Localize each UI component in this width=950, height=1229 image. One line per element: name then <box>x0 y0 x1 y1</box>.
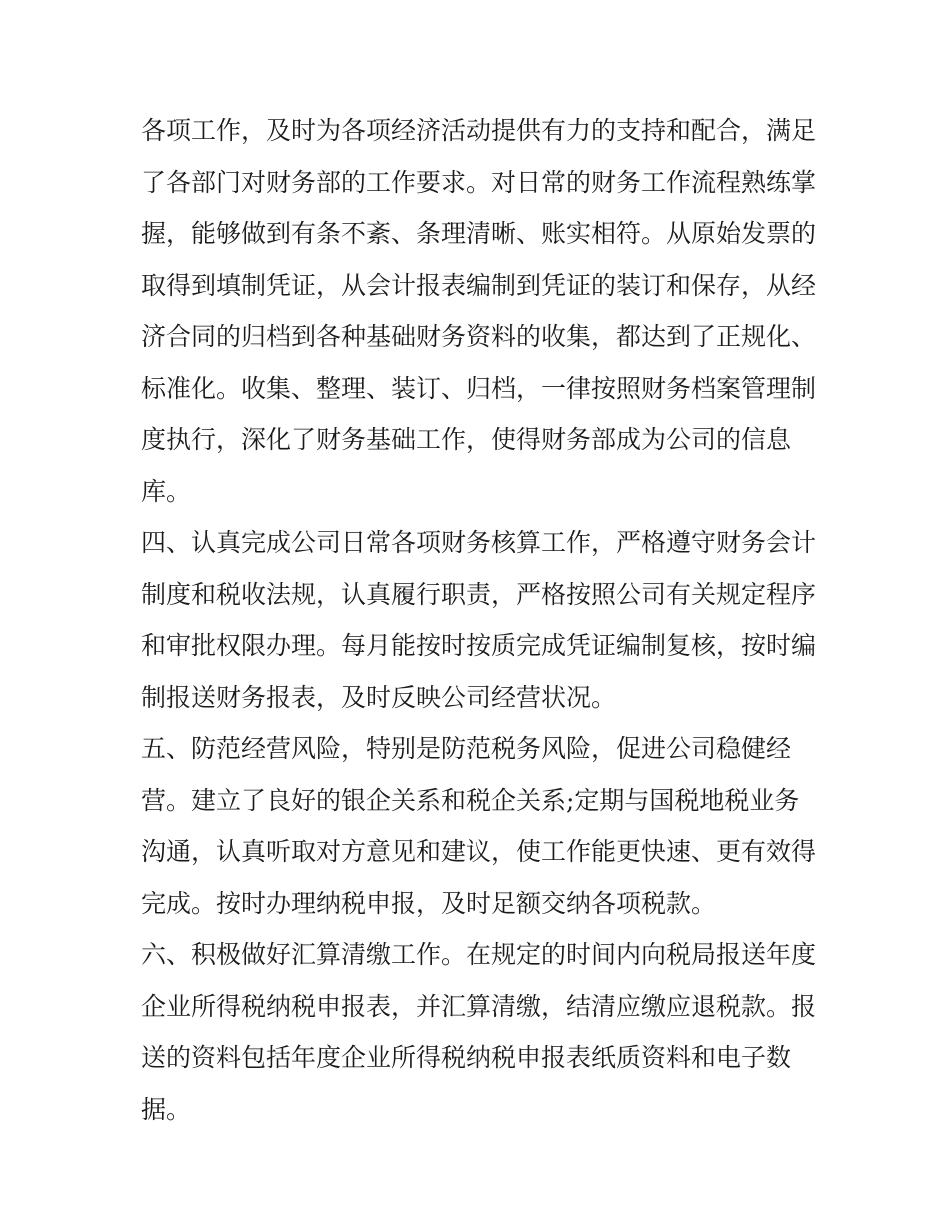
text-line: 济合同的归档到各种基础财务资料的收集，都达到了正规化、 <box>141 322 817 351</box>
text-line: 制报送财务报表，及时反映公司经营状况。 <box>141 682 617 712</box>
text-line: 沟通，认真听取对方意见和建议，使工作能更快速、更有效得 <box>141 837 817 866</box>
section-six-line: 六、积极做好汇算清缴工作。在规定的时间内向税局报送年度 <box>141 940 817 969</box>
text-line: 库。 <box>141 476 192 506</box>
text-line: 营。建立了良好的银企关系和税企关系;定期与国税地税业务 <box>141 785 800 815</box>
text-line: 度执行，深化了财务基础工作，使得财务部成为公司的信息 <box>141 425 792 454</box>
document-body <box>141 105 817 1135</box>
text-line: 握，能够做到有条不紊、条理清晰、账实相符。从原始发票的 <box>141 219 817 248</box>
text-line: 据。 <box>141 1094 192 1124</box>
section-five-line: 五、防范经营风险，特别是防范税务风险，促进公司稳健经 <box>141 734 792 763</box>
section-four-line: 四、认真完成公司日常各项财务核算工作，严格遵守财务会计 <box>141 528 817 557</box>
text-line: 标准化。收集、整理、装订、归档，一律按照财务档案管理制 <box>141 373 817 403</box>
text-line: 取得到填制凭证，从会计报表编制到凭证的装订和保存，从经 <box>141 270 817 300</box>
text-line: 了各部门对财务部的工作要求。对日常的财务工作流程熟练掌 <box>141 167 817 197</box>
text-line: 和审批权限办理。每月能按时按质完成凭证编制复核，按时编 <box>141 631 817 660</box>
text-line: 企业所得税纳税申报表，并汇算清缴，结清应缴应退税款。报 <box>141 991 817 1021</box>
text-line: 送的资料包括年度企业所得税纳税申报表纸质资料和电子数 <box>141 1043 792 1072</box>
text-line: 完成。按时办理纳税申报，及时足额交纳各项税款。 <box>141 888 717 918</box>
text-line: 制度和税收法规，认真履行职责，严格按照公司有关规定程序 <box>141 579 817 609</box>
text-line: 各项工作，及时为各项经济活动提供有力的支持和配合，满足 <box>141 116 817 145</box>
